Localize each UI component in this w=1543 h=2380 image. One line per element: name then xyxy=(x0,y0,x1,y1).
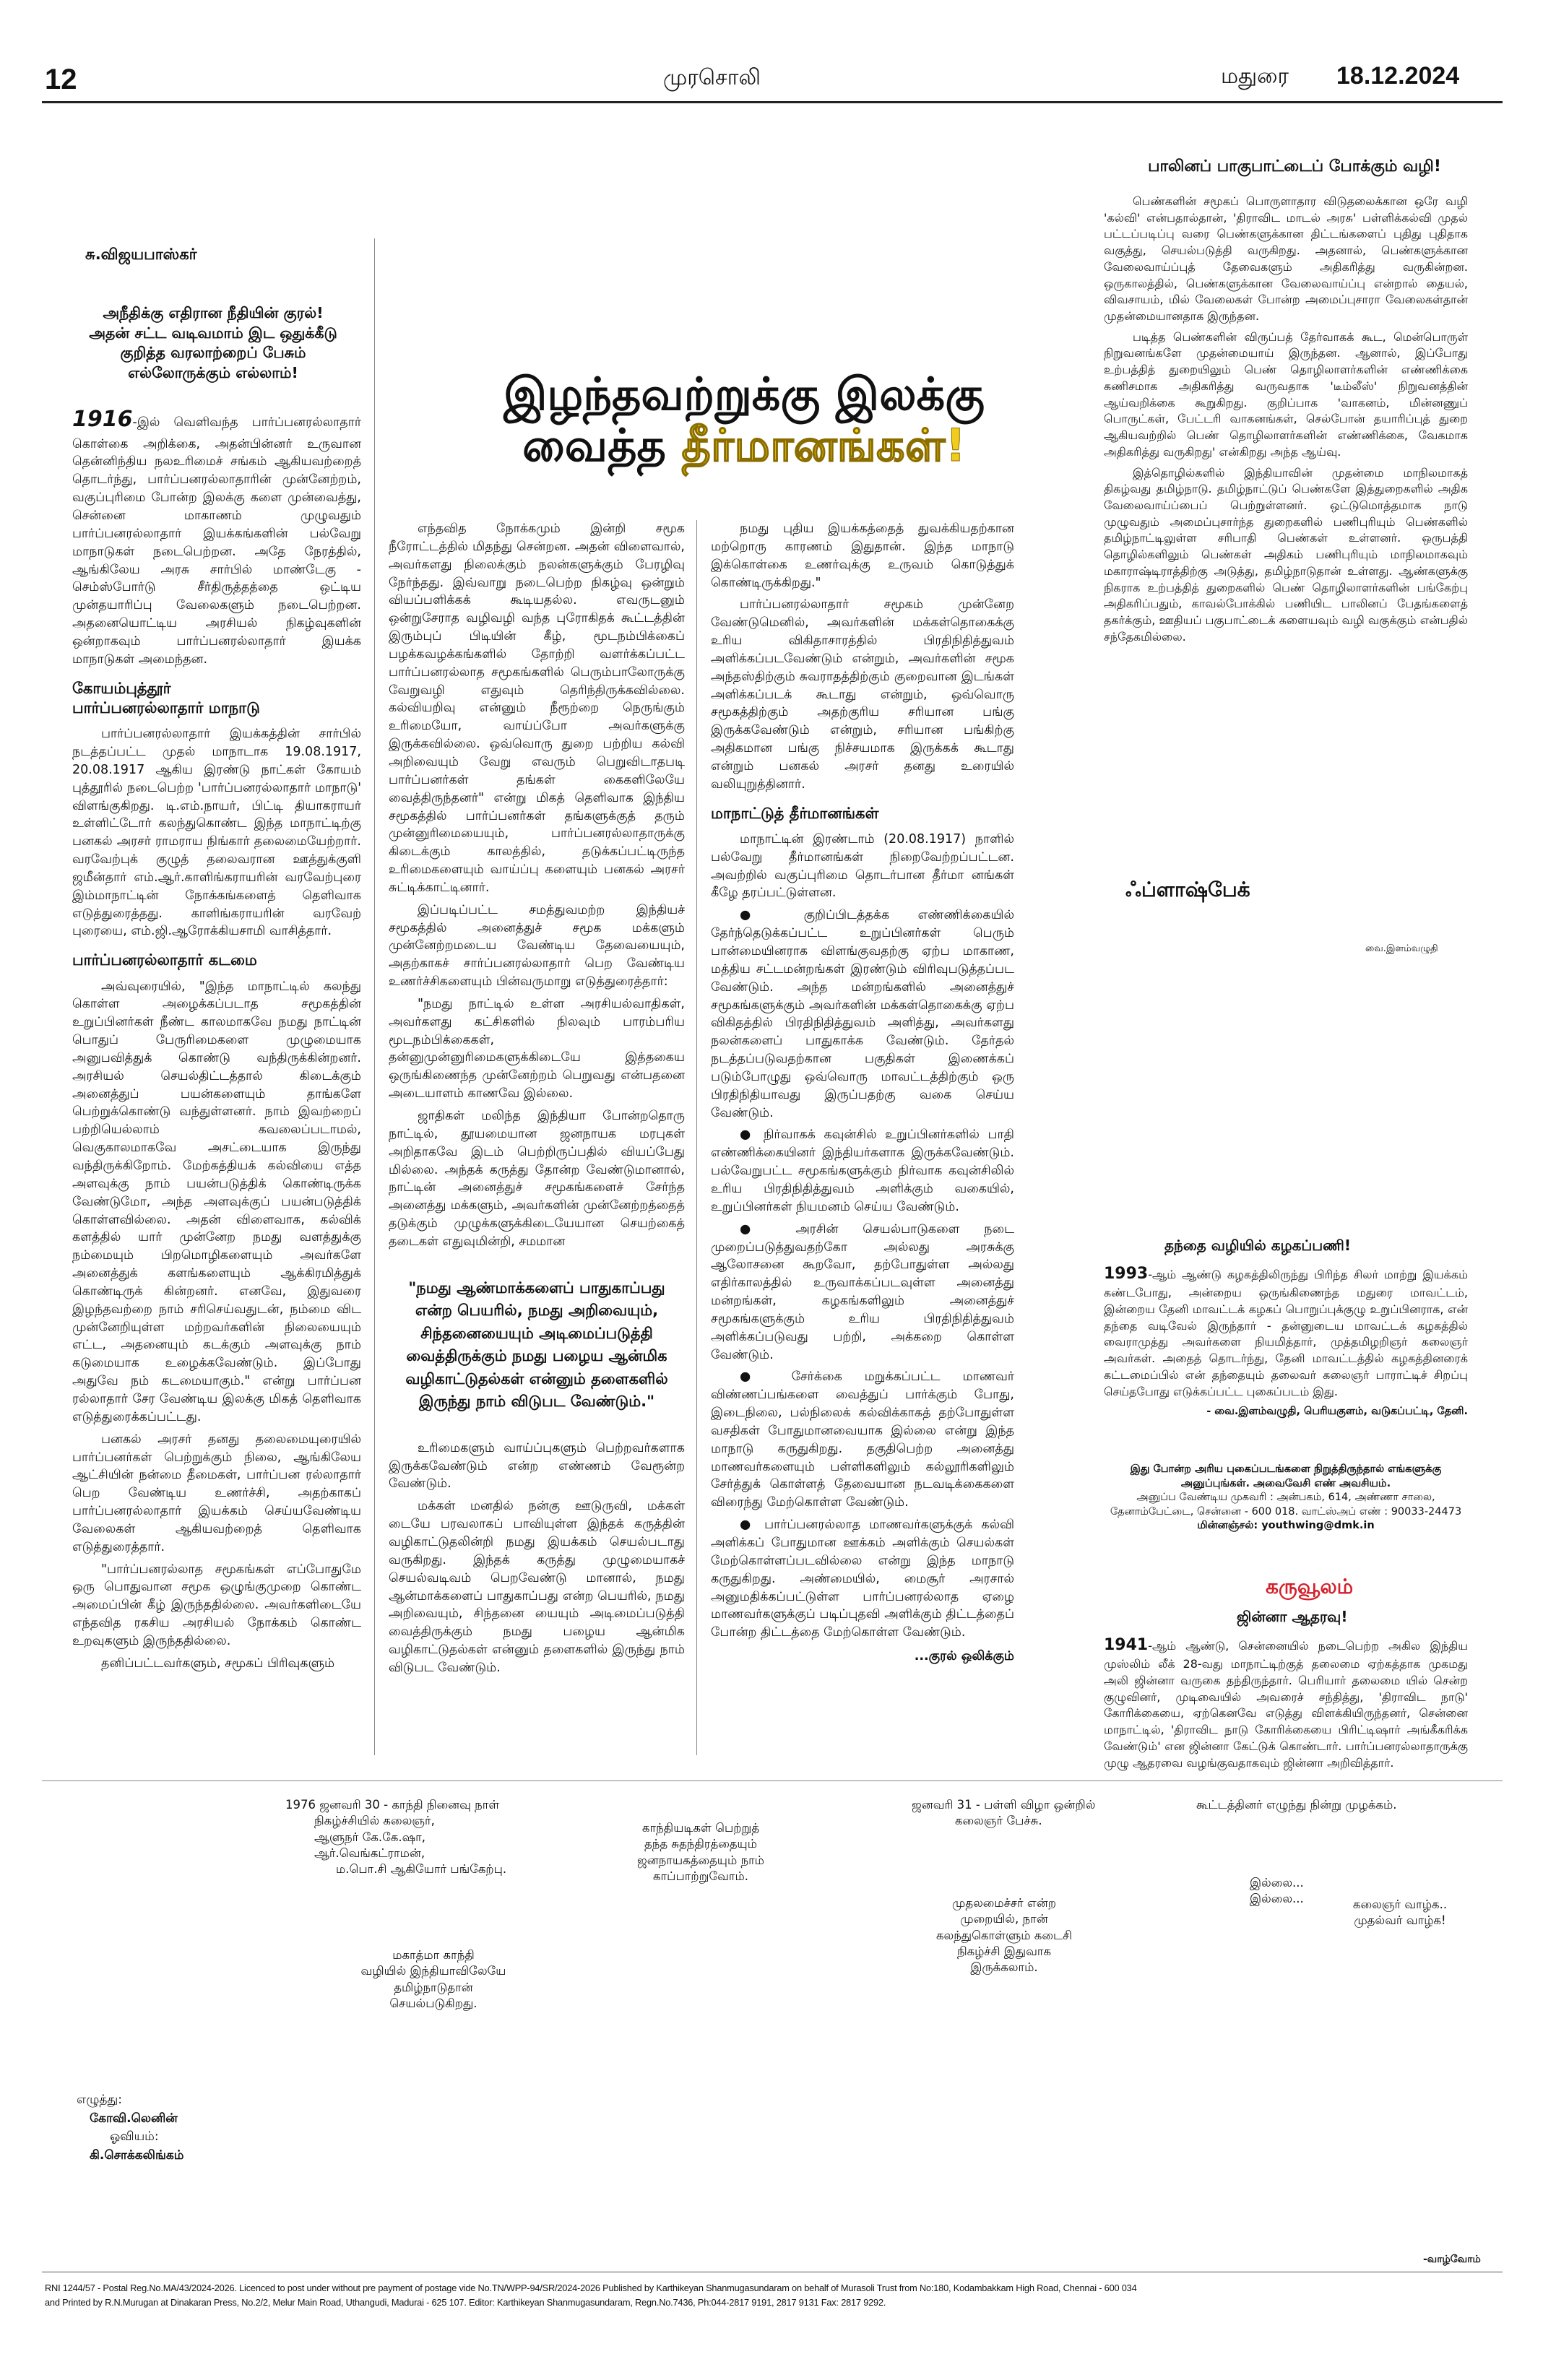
caption-line: முதலமைச்சர் என்ற xyxy=(952,1896,1056,1910)
footer-imprint xyxy=(45,2281,1501,2310)
caption-line: 1976 ஜனவரி 30 - காந்தி நினைவு நாள் xyxy=(285,1798,500,1812)
caption-line: ஜனநாயகத்தையும் நாம் xyxy=(637,1853,764,1867)
kicker xyxy=(72,303,354,384)
credit-writer: கோவி.லெனின் xyxy=(90,2111,178,2126)
caption-line: இல்லை... xyxy=(1250,1876,1304,1890)
intro-paragraph xyxy=(72,404,361,669)
comic-top-rule xyxy=(42,1780,1503,1781)
caption-line: ஜனவரி 31 - பள்ளி விழா ஒன்றில் xyxy=(912,1798,1096,1812)
paragraph: பார்ப்பனரல்லாதார் இயக்கத்தின் சார்பில் நடத்தப்பட்ட முதல் மாநாடாக 19.08.1917, 20.08.1917 ஆகிய இரண்டு நாட்கள் கோயம் புத்தூரில் நடைபெற்ற 'பார்ப்பனரல்லாதார் மாநாடு' விளங்குகிறது. டி.எம்.நாயர், பிட்டி தியாகராயர் உள்ளிட்டோர் கலந்துகொண்ட இந்த மாநாட்டிற்கு பனகல் அரசர் ராமராய நிங்கார் தலைமையேற்றார். வரவேற்புக் குழுத் தலைவரான ஊத்துக்குளி ஜமீன்தார் எம்.ஆர்.காளிங்கராயரின் வரவேற்புரை இம்மாநாட்டின் நோக்கங்களைத் தெளிவாக எடுத்துரைத்தது. காளிங்கராயரின் வரவேற் புரையை, எம்.ஜி.ஆரோக்கியசாமி வாசித்தார். xyxy=(72,727,361,939)
caption-line: நிகழ்ச்சி இதுவாக xyxy=(956,1944,1052,1958)
paragraph: தனிப்பட்டவர்களும், சமூகப் பிரிவுகளும் xyxy=(101,1656,335,1671)
karuvoolam-paragraph xyxy=(1104,1634,1468,1771)
flashback-credit: வை.இளம்வழுதி xyxy=(1365,943,1438,954)
caption-line: ஆளுநர் கே.கே.ஷா, ஆர்.வெங்கட்ராமன், xyxy=(314,1830,425,1860)
caption-line: கலைஞர் பேச்சு. xyxy=(955,1814,1042,1828)
credit-label: ஓவியம்: xyxy=(110,2129,159,2144)
letter-text: -ஆம் ஆண்டு கழகத்திலிருந்து பிரிந்த சிலர் மாற்று இயக்கம் கண்டபோது, அன்றைய ஒருங்கிணைந்த மதுரை மாவட்டம், இன்றைய தேனி மாவட்டக் கழகப் பொறுப்புக்குழு உறுப்பினராக, என் தந்தை வடிவேல் இருந்தார் - தன்னுடைய மாவட்டக் கழகத்தில் வைராமுத்து அவர்களை நியமித்தார், முத்தமிழறிஞர் கலைஞர் அவர்கள். அதைத் தொடர்ந்து, தேனி மாவட்டத்தில் கழகத்தினரைக் கட்டமைப்பில் என் தந்தையும் தலைவர் கலைஞர் பாராட்டிச் சிறப்பு செய்தபோது எடுக்கப்பட்ட புகைப்படம் இது. xyxy=(1104,1268,1468,1398)
paragraph: நமது புதிய இயக்கத்தைத் துவக்கியதற்கான மற்றொரு காரணம் இதுதான். இந்த மாநாடு இக்கொள்கை உணர்வுக்கு உருவம் கொடுத்துக் கொண்டிருக்கிறது." xyxy=(711,522,1014,590)
resolution-item xyxy=(711,906,1014,1122)
paragraph: மாநாட்டின் இரண்டாம் (20.08.1917) நாளில் பல்வேறு தீர்மானங்கள் நிறைவேற்றப்பட்டன. அவற்றில் வகுப்புரிமை தொடர்பான தீர்மா னங்கள் கீழே தரப்பட்டுள்ளன. xyxy=(711,831,1014,901)
pull-quote: "நமது ஆண்மாக்களைப் பாதுகாப்பது என்ற பெயரில், நமது அறிவையும், சிந்தனையையும் அடிமைப்படுத்தி வைத்திருக்கும் நமது பழைய ஆன்மிக வழிகாட்டுதல்கள் என்னும் தளைகளில் இருந்து நாம் விடுபட வேண்டும்." xyxy=(405,1278,668,1411)
resolution-item xyxy=(711,1221,1014,1364)
column-3 xyxy=(711,520,1014,1666)
column-1 xyxy=(72,404,361,1677)
caption-line: வழியில் இந்தியாவிலேயே xyxy=(360,1964,506,1978)
bullet-icon: ● xyxy=(740,908,804,923)
comic-caption-4 xyxy=(912,1797,1128,1830)
caption-line: நிகழ்ச்சியில் கலைஞர், xyxy=(314,1814,435,1828)
karuvoolam-title: ஜின்னா ஆதரவு! xyxy=(1237,1608,1348,1625)
caption-line: தந்த சுதந்திரத்தையும் xyxy=(644,1837,757,1851)
comic-caption-1 xyxy=(285,1797,531,1877)
letter-year: 1993 xyxy=(1104,1265,1149,1283)
notice-line: இது போன்ற அரிய புகைப்படங்களை நிறுத்திருந்தால் எங்களுக்கு அனுப்புங்கள். அவைவேசி எண் அவசியம். xyxy=(1130,1463,1442,1489)
flashback-photo xyxy=(1099,961,1475,1213)
comic-caption-5 xyxy=(917,1895,1091,1976)
bullet-icon: ● xyxy=(740,1369,792,1385)
paragraph: பெண்களின் சமூகப் பொருளாதார விடுதலைக்கான ஒரே வழி 'கல்வி' என்பதால்தான், 'திராவிட மாடல் அரசு' பள்ளிக்கல்வி முதல் பட்டப்படிப்பு வரை பெண்களுக்கான திட்டங்களைப் புதிது புதிதாக வகுத்து, செயல்படுத்தி வருகிறது. அதனால், பெண்களுக்கான வேலைவாய்ப்புத் தேவைகளும் அதிகரித்து வருகின்றன. ஒருகாலத்தில், பெண்களுக்கான வேலைவாய்ப்பு என்றால் தையல், விவசாயம், மில் வேலைகள் போன்ற அமைப்புசாரா வேலைகள்தான் முதன்மையானதாக இருந்தன. xyxy=(1104,194,1468,324)
header-city: மதுரை xyxy=(1221,64,1289,89)
caption-line: மகாத்மா காந்தி xyxy=(392,1948,475,1962)
paragraph: அவ்வுரையில், "இந்த மாநாட்டில் கலந்து கொள்ள அழைக்கப்படாத சமூகத்தின் உறுப்பினர்கள் நீண்ட காலமாகவே நமது நாட்டின் பொதுப் பேருரிமைகளை முழுமையாக அனுபவித்துக் கொண்டு வந்திருக்கின்றனர். அரசியல் செயல்திட்டத்தால் கிடைக்கும் அனைத்துப் பயன்களையும் தாங்களே பெற்றுக்கொண்டு வந்துள்ளனர். நாம் இவற்றைப் பற்றியெல்லாம் கவலைப்படாமல், வெகுகாலமாகவே அசட்டையாக இருந்து வந்திருக்கிறோம். மேற்கத்தியக் கல்வியை எத்த அளவுக்கு நாம் பயன்படுத்திக் கொண்டிருக்க வேண்டுமோ, அந்த அளவுக்குப் பயன்படுத்திக் கொள்ளவில்லை. அதன் விளைவாக, கல்விக் களத்தில் யார் முன்னேற நமது வளத்துக்கு நம்மையும் பிறமொழிகளையும் அவர்களே அனைத்துக் களங்களையும் ஆக்கிரமித்துக் கொண்டிருக் கின்றனர். எனவே, இதுவரை இழந்தவற்றை நாம் சரிசெய்வதுடன், நம்மை விட முன்னேறியுள்ள மற்றவர்களின் நிலையையும் எட்ட, அதனையும் கடக்கும் அளவுக்கு நாம் கடுமையாக உழைக்கவேண்டும். இப்போது அதுவே நம் கடமையாகும்." என்று பார்ப்பன ரல்லாதார் சேர வேண்டிய இலக்கு மிகத் தெளிவாக எடுத்துரைக்கப்பட்டது. xyxy=(72,979,361,1424)
caption-line: ம.பொ.சி ஆகியோர் பங்கேற்பு. xyxy=(336,1862,507,1877)
column-2 xyxy=(389,520,685,1682)
headline-line2a: வைத்த xyxy=(522,419,666,472)
letter-paragraph xyxy=(1104,1263,1468,1400)
comic-caption-8 xyxy=(1328,1897,1472,1929)
resolution-text: அரசின் செயல்பாடுகளை நடை முறைப்படுத்துவதற்கோ அல்லது அரசுக்கு ஆலோசனை கூறவோ, தற்போதுள்ள அல்லது எதிர்காலத்தில் உருவாக்கப்படவுள்ள அனைத்து மன்றங்கள், கழகங்களிலும் அனைத்துச் சமூகங்களுக்கும் உரிய பிரதிநிதித்துவம் அளிக்கப்படுவது பற்றி, அக்கறை கொள்ள வேண்டும். xyxy=(711,1221,1014,1362)
kicker-line: அநீதிக்கு எதிரான நீதியின் குரல்! xyxy=(103,304,324,321)
subheading-line: கோயம்புத்தூர் xyxy=(72,679,171,697)
comic-caption-2 xyxy=(347,1947,520,2012)
caption-line: காப்பாற்றுவோம். xyxy=(652,1869,749,1883)
headline-line2b: தீர்மானங்கள்! xyxy=(681,419,966,472)
page-number: 12 xyxy=(45,64,77,95)
letter-body xyxy=(1104,1263,1468,1419)
kicker-line: அதன் சட்ட வடிவமாம் இட ஒதுக்கீடு xyxy=(89,324,337,342)
column-divider xyxy=(696,520,697,1755)
paragraph: இப்படிப்பட்ட சமத்துவமற்ற இந்தியச் சமூகத்தில் அனைத்துச் சமூக மக்களும் முன்னேற்றமடைய வேண்டிய தேவையையும், அதற்காகச் சார்ப்பனரல்லாதார் பெற வேண்டிய உணர்ச்சிகளையும் பின்வருமாறு எடுத்துரைத்தார்: xyxy=(389,902,685,990)
caption-line: இருக்கலாம். xyxy=(970,1960,1038,1975)
flashback-label: ஃப்ளாஷ்பேக் xyxy=(1125,878,1250,901)
comic-caption-6: கூட்டத்தினர் எழுந்து நின்று முழக்கம். xyxy=(1196,1798,1397,1812)
kicker-line: குறித்த வரலாற்றைப் பேசும் xyxy=(120,344,306,362)
caption-line: காந்தியடிகள் பெற்றுத் xyxy=(641,1821,760,1835)
header-rule xyxy=(42,101,1503,103)
caption-line: முறையில், நான் xyxy=(960,1912,1048,1926)
subheading-resolutions: மாநாட்டுத் தீர்மானங்கள் xyxy=(711,804,879,822)
comic-continued: -வாழ்வோம் xyxy=(1423,2254,1481,2265)
subheading-line: பார்ப்பனரல்லாதார் மாநாடு xyxy=(72,698,260,717)
headline-line2 xyxy=(390,420,1098,471)
comic-caption-7 xyxy=(1250,1875,1336,1908)
submission-notice xyxy=(1104,1463,1468,1533)
paragraph: பனகல் அரசர் தனது தலைமையுரையில் பார்ப்பனர்கள் பெற்றுக்கும் நிலை, ஆங்கிலேய ஆட்சியின் நன்மை தீமைகள், பார்ப்பன ரல்லாதார் பெற வேண்டிய உணர்ச்சி, அதற்காகப் பார்ப்பனரல்லாதார் இயக்கம் செய்யவேண்டிய வேலைகள் ஆகியவற்றைத் தெளிவாக எடுத்துரைத்தார். xyxy=(72,1432,361,1554)
kicker-line: எல்லோருக்கும் எல்லாம்! xyxy=(128,364,298,382)
karuvoolam-label: கருவூலம் xyxy=(1266,1575,1354,1598)
caption-line: கலந்துகொள்ளும் கடைசி xyxy=(935,1928,1073,1942)
headline-line1: இழந்தவற்றுக்கு இலக்கு xyxy=(503,368,985,420)
subheading-duty: பார்ப்பனரல்லாதார் கடமை xyxy=(72,951,257,969)
footer-line: RNI 1244/57 - Postal Reg.No.MA/43/2024-2026. Licenced to post under without pre payment of postage vide No.TN/WPP-94/SR/2024-2026 Published by Karthikeyan Shanmugasundaram on behalf of Murasoli Trust from No:180, Kodambakkam High Road, Chennai - 600 034 xyxy=(45,2282,1137,2293)
letter-title: தந்தை வழியில் கழகப்பணி! xyxy=(1164,1237,1352,1254)
sidebar-article xyxy=(1104,194,1468,649)
continued-marker: ...குரல் ஒலிக்கும் xyxy=(914,1649,1014,1664)
caption-line: முதல்வர் வாழ்க! xyxy=(1354,1913,1446,1928)
resolution-text: குறிப்பிடத்தக்க எண்ணிக்கையில் தேர்ந்தெடுக்கப்பட்ட உறுப்பினர்கள் பெரும் பான்மையினராக விளங்குவதற்கு ஏற்ப மாகாண, மத்திய சட்டமன்றங்கள் இரண்டும் விரிவுபடுத்தப்பட வேண்டும். அந்த மன்றங்களில் அனைத்துச் சமூகங்களுக்கும் அவர்களின் மக்கள்தொகைக்கு ஏற்ப விகிதத்தில் பிரதிநிதித்துவம் அளித்து, அவர்களது நலன்களைப் பாதுகாக்க வேண்டும். தேர்தல் நடத்தப்படுவதற்கான பகுதிகள் இணைக்கப் படும்போழுது ஒவ்வொரு மாவட்டத்திற்கும் ஒரு பிரதிநிதியாவது இருப்பதற்கு வகை செய்ய வேண்டும். xyxy=(711,908,1014,1120)
paragraph: ஜாதிகள் மலிந்த இந்தியா போன்றதொரு நாட்டில், தூயமையான ஜனநாயக மரபுகள் அறிதாகவே இடம் பெற்றிருப்பதில் வியப்பேது மில்லை. அந்தக் கருத்து தோன்ற வேண்டுமானால், நாட்டின் அனைத்துச் சமூகங்களைச் சேர்ந்த அனைத்து மக்களும், அவர்களின் முன்னேற்றத்தைத் தடுக்கும் முழுக்களுக்கிடையேயான செயற்கைத் தடைகள் எதுவுமின்றி, சமமான xyxy=(389,1109,685,1249)
karuvoolam-body xyxy=(1104,1634,1468,1775)
karuvoolam-text: -ஆம் ஆண்டு, சென்னையில் நடைபெற்ற அகில இந்திய முஸ்லிம் லீக் 28-வது மாநாட்டிற்குத் தலைமை ஏற்கத்தாக முகமது அலி ஜின்னா வருகை தந்திருந்தார். பெரியார் தலைமை யில் சென்ற குழுவினர், முடிவையில் அவரைச் சந்தித்து, 'திராவிட நாடு' கோரிக்கையை, ஏற்கெனவே எடுத்து விளக்கியிருந்தனர், சென்னை மாநாட்டில், 'திராவிட நாடு கோரிக்கையை பிரிட்டிஷார் அங்கீகரிக்க வேண்டும்' என ஜின்னா கேட்டுக் கொண்டார். பார்ப்பனரல்லாதாருக்கு முழு ஆதரவை வழங்குவதாகவும் ஜின்னா அறிவித்தார். xyxy=(1104,1639,1468,1770)
bullet-icon: ● xyxy=(740,1221,796,1237)
headline xyxy=(390,368,1098,472)
caption-line: கலைஞர் வாழ்க.. xyxy=(1352,1897,1448,1911)
footer-line: and Printed by R.N.Murugan at Dinakaran Press, No.2/2, Melur Main Road, Uthangudi, Madurai - 625 107. Editor: Karthikeyan Shanmugasundaram, Regn.No.7436, Ph:044-2817 9191, 2817 9131 Fax: 2817 9292. xyxy=(45,2296,886,2308)
notice-line: மின்னஞ்சல்: youthwing@dmk.in xyxy=(1197,1520,1375,1532)
resolution-item xyxy=(711,1368,1014,1512)
resolution-item xyxy=(711,1126,1014,1216)
intro-year: 1916 xyxy=(72,407,133,432)
paragraph: "பார்ப்பனரல்லாத சமூகங்கள் எப்போதுமே ஒரு பொதுவான சமூக ஒழுங்குமுறை கொண்ட அமைப்பின் கீழ் இருந்ததில்லை. அவர்களிடையே எந்தவித ரகசிய அரசியல் நோக்கம் கொண்ட உறவுகளும் இருந்ததில்லை. xyxy=(72,1562,361,1648)
masthead: முரசொலி xyxy=(663,65,761,90)
paragraph: இத்தொழில்களில் இந்தியாவின் முதன்மை மாநிலமாகத் திகழ்வது தமிழ்நாடு. தமிழ்நாட்டுப் பெண்களே இத்துறைகளில் அதிக வேலைவாய்ப்பைப் பெற்றுள்ளனர். ஒட்டுமொத்தமாக நாடு முழுவதும் அமைப்புசார்ந்த துறைகளில் பணிபுரியும் பெண்களில் தமிழ்நாட்டிலுள்ள சரிபாதி பெண்கள் உள்ளனர். ஒருபத்தி தொழில்களிலும் பெண்கள் அதிகம் பணிபுரியும் மாநிலமாகவும் மகாராஷ்டிராத்திற்கு அடுத்து, தமிழ்நாடுதான் உள்ளது. ஆண்களுக்கு நிகராக உற்பத்தித் துறைகளில் பெண் தொழிலாளர்களின் பங்கேற்பு அதிகரிப்பதும், காவல்போக்கில் பணியிட பாலினப் பேதங்களைத் தகர்க்கும், ஊதியப் பகுபாட்டைக் களையவும் வழி வகுக்கும் என்பதில் சந்தேகமில்லை. xyxy=(1104,465,1468,644)
column-divider xyxy=(374,238,375,1755)
paragraph: "நமது நாட்டில் உள்ள அரசியல்வாதிகள், அவர்களது கட்சிகளில் நிலவும் பாரம்பரிய மூடநம்பிக்கைகள், தன்னுமுன்னுரிமைகளுக்கிடையே இத்தகைய ஒருங்கிணைந்த முன்னேற்றம் பெறுவது என்பதனை அடையாளம் காணவே இல்லை. xyxy=(389,996,685,1102)
resolution-text: நிர்வாகக் கவுன்சில் உறுப்பினர்களில் பாதி எண்ணிக்கையினர் இந்தியர்களாக இருக்கவேண்டும். பல்வேறுபட்ட சமூகங்களுக்கும் நிர்வாக கவுன்சிலில் உரிய பிரதிநிதித்துவம் அளிக்கும் வகையில், உறுப்பினர்கள் நியமனம் செய்ய வேண்டும். xyxy=(711,1128,1014,1214)
paragraph: உரிமைகளும் வாய்ப்புகளும் பெற்றவர்களாக இருக்கவேண்டும் என்ற எண்ணம் வேரூன்ற வேண்டும். xyxy=(389,1440,685,1492)
caption-line: செயல்படுகிறது. xyxy=(389,1996,477,2010)
byline: சு.விஜயபாஸ்கர் xyxy=(85,246,197,263)
resolution-item xyxy=(711,1516,1014,1642)
intro-text: -இல் வெளிவந்த பார்ப்பனரல்லாதார் கொள்கை அறிக்கை, அதன்பின்னர் உருவான தென்னிந்திய நலஉரிமைச் சங்கம் ஆகியவற்றைத் தொடர்ந்து, பார்ப்பனரல்லாதாரின் முன்னேற்றம், வகுப்புரிமை போன்ற இலக்கு களை முன்வைத்து, சென்னை மாகாணம் முழுவதும் பார்ப்பனரல்லாதார் இயக்கங்களின் பல்வேறு மாநாடுகள் நடைபெற்றன. அதே நேரத்தில், ஆங்கிலேய அரசு சார்பில் மாண்டேகு - செம்ஸ்போர்டு சீர்திருத்தத்தை ஒட்டிய முன்தயாரிப்பு வேலைகளும் நடைபெற்றன. அதனையொட்டிய அரசியல் நிகழ்வுகளின் ஒன்றாகவும் பார்ப்பனரல்லாதார் இயக்க மாநாடுகள் அமைந்தன. xyxy=(72,415,361,667)
letter-signature: - வை.இளம்வழுதி, பெரியகுளம், வடுகப்பட்டி, தேனி. xyxy=(1206,1406,1468,1418)
resolution-text: பார்ப்பனரல்லாத மாணவர்களுக்குக் கல்வி அளிக்கப் போதுமான ஊக்கம் அளிக்கும் செயல்கள் மேற்கொள்ளப்படவில்லை என்று இந்த மாநாடு கருதுகிறது. அண்மையில், மைசூர் அரசால் அனுமதிக்கப்பட்டுள்ள பார்ப்பனரல்லாத ஏழை மாணவர்களுக்குப் படிப்புதவி அளிக்கும் திட்டத்தைப் போன்ற திட்டத்தை மேற்கொள்ள வேண்டும். xyxy=(711,1518,1014,1640)
notice-line: அனுப்ப வேண்டிய முகவரி : அன்பகம், 614, அண்ணா சாலை, தேனாம்பேட்டை, சென்னை - 600 018. வாட்ஸ்அப் எண் : 90033-24473 xyxy=(1110,1492,1462,1518)
paragraph: எந்தவித நோக்கமும் இன்றி சமூக நீரோட்டத்தில் மிதந்து சென்றன. அதன் விளைவால், அவர்களது நிலைக்கும் நலன்களுக்கும் பேரழிவு நேர்ந்தது. இவ்வாறு நடைபெற்ற நிகழ்வு ஒன்றும் வியப்பளிக்கக் கூடியதல்ல. எவருடனும் ஒன்றுசேராத வழிவழி வந்த புரோகிதக் கூட்டத்தின் இரும்புப் பிடியின் கீழ், மூடநம்பிக்கைப் பழக்கவழக்கங்களில் தோற்றி வளர்க்கப்பட்ட பார்ப்பனரல்லாத சமூகங்களில் பெரும்பாலோருக்கு வேறுவழி எதுவும் தெரிந்திருக்கவில்லை. கல்வியறிவு என்னும் நீரூற்றை நெருங்கும் உரிமையோ, வாய்ப்போ அவர்களுக்கு இருக்கவில்லை. ஒவ்வொரு துறை பற்றிய கல்வி அறிவையும் வேறு எவரும் பெறுவிடாதபடி பார்ப்பனர்கள் தங்கள் கைகளிலேயே வைத்திருந்தனர்" என்று மிகத் தெளிவாக இந்திய சமூகத்தில் பார்ப்பனர்கள் தங்களுக்குத் தரும் முன்னுரிமையையும், பார்ப்பனரல்லாதாருக்கு கிடைக்கும் காலத்தில், தடுக்கப்பட்டிருந்த உரிமைகளையும் வாய்ப்பு களையும் பனகல் அரசர் சுட்டிக்காட்டினார். xyxy=(389,522,685,895)
sidebar-title: பாலினப் பாகுபாட்டைப் போக்கும் வழி! xyxy=(1148,157,1441,176)
subheading-coimbatore xyxy=(72,679,361,719)
credit-artist: கி.சொக்கலிங்கம் xyxy=(90,2147,184,2163)
resolution-text: சேர்க்கை மறுக்கப்பட்ட மாணவர் விண்ணப்பங்களை வைத்துப் பார்க்கும் போது, இடைநிலை, பல்நிலைக் கல்விக்காகத் தற்போதுள்ள வசதிகள் போதுமானவையாக இல்லை என்று இந்த மாநாடு கருதுகிறது. தகுதிபெற்ற அனைத்து மாணவர்களையும் பள்ளிகளிலும் கல்லூரிகளிலும் சேர்த்துக் கொள்ளத் தேவையான நடவடிக்கைகளை விரைந்து மேற்கொள்ள வேண்டும். xyxy=(711,1369,1014,1510)
bullet-icon: ● xyxy=(740,1518,765,1533)
bullet-icon: ● xyxy=(740,1128,764,1143)
karuvoolam-year: 1941 xyxy=(1104,1636,1149,1654)
comic-credits xyxy=(72,2091,183,2165)
paragraph: மக்கள் மனதில் நன்கு ஊடுருவி, மக்கள் டையே பரவலாகப் பாவியுள்ள இந்தக் கருத்தின் வழிகாட்டுதலின்றி நமது இயக்கம் செயல்படாது வருகிறது. இந்தக் கருத்து முழுமையாகச் செயல்வடிவம் பெறவேண்டு மானால், நமது ஆன்மாக்களைப் பாதுகாப்பது என்ற பெயரில், நமது அறிவையும், சிந்தனை யையும் அடிமைப்படுத்தி வைத்திருக்கும் நமது பழைய ஆன்மிக வழிகாட்டுதல்கள் என்னும் தளைகளில் இருந்து நாம் விடுபட வேண்டும். xyxy=(389,1499,685,1675)
caption-line: தமிழ்நாடுதான் xyxy=(394,1980,473,1994)
paragraph: பார்ப்பனரல்லாதார் சமூகம் முன்னேற வேண்டுமெனில், அவர்களின் மக்கள்தொகைக்கு உரிய விகிதாசாரத்தில் பிரதிநிதித்துவம் அளிக்கப்படவேண்டும் என்றும், அவர்களின் சமூக அந்தஸ்திற்கும் சுவராதத்திற்கும் குறைவான இடங்கள் அளிக்கப்படக் கூடாது என்றும், ஒவ்வொரு சமூகத்திற்கும் அதற்குரிய சரியான பங்கு இருக்கவேண்டும் என்றும், சரியான பங்கிற்கு அதிகமான பங்கு நிச்சயமாக இருக்கக் கூடாது என்றும் பனகல் அரசர் தனது உரையில் வலியுறுத்தினார். xyxy=(711,597,1014,792)
header-date: 18.12.2024 xyxy=(1336,62,1460,90)
comic-caption-3 xyxy=(614,1820,787,1884)
caption-line: இல்லை... xyxy=(1250,1892,1304,1906)
paragraph: படித்த பெண்களின் விருப்பத் தேர்வாகக் கூட, மென்பொருள் நிறுவனங்களே முதன்மையாய் இருந்தன. ஆனால், இப்போது உற்பத்தித் துறையிலும் பெண் தொழிலாளர்களின் எண்ணிக்கை கணிசமாக அதிகரித்து வருவதாக 'டீம்லீஸ்' நிறுவனத்தின் ஆய்வறிக்கை கூறுகிறது. குறிப்பாக 'வாகனம், மின்னணுப் பொருட்கள், பேட்டரி வாகனங்கள், செல்போன் தயாரிப்புத் துறை ஆகியவற்றில் பெண் தொழிலாளர்களின் எண்ணிக்கை, வேகமாக அதிகரித்து வருகிறது' என்கிறது அந்த ஆய்வு. xyxy=(1104,329,1468,459)
credit-label: எழுத்து: xyxy=(77,2093,122,2107)
